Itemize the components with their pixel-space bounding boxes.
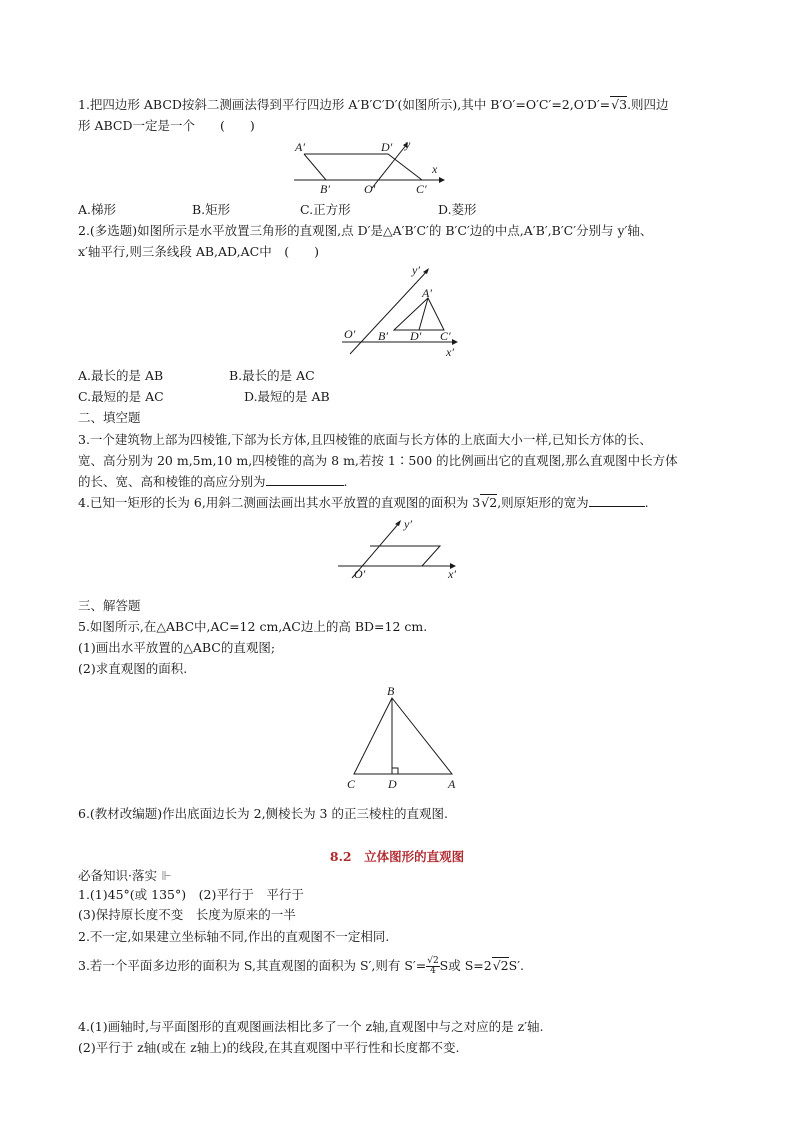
q1-sqrt: √3 bbox=[611, 97, 628, 112]
answer-3: 3.若一个平面多边形的面积为 S,其直观图的面积为 S′,则有 S′= $\frac{√2}{4}$ S或 S=2√2S′. bbox=[78, 956, 524, 976]
q1-x-arrow bbox=[439, 177, 445, 183]
q2-label-x: x′ bbox=[446, 345, 454, 359]
q1-option-a: A.梯形 bbox=[78, 202, 117, 217]
q1-text-line2: 形 ABCD一定是一个 ( ) bbox=[78, 118, 255, 133]
q5-text-line1: 5.如图所示,在△ABC中,AC=12 cm,AC边上的高 BD=12 cm. bbox=[78, 619, 428, 634]
q1-label-D: D′ bbox=[381, 140, 393, 154]
answer-subhead: 必备知识·落实 ⊩ bbox=[78, 868, 172, 883]
q2-text-line1: 2.(多选题)如图所示是水平放置三角形的直观图,点 D′是△A′B′C′的 B′C′边的中点,A′B′,B′C′分别与 y′轴、 bbox=[78, 223, 653, 238]
q5-label-C: C bbox=[347, 777, 356, 791]
answer-section-title: 8.2 立体图形的直观图 bbox=[329, 849, 465, 864]
q5-triangle bbox=[354, 698, 452, 774]
q1-option-c: C.正方形 bbox=[300, 202, 351, 217]
q4-sqrt: √2 bbox=[481, 495, 498, 510]
q5-text-line2: (1)画出水平放置的△ABC的直观图; bbox=[78, 640, 276, 655]
q2-label-y: y′ bbox=[412, 263, 420, 277]
q1-label-x: x bbox=[432, 162, 438, 176]
answer-3-sqrt: √2 bbox=[492, 958, 509, 973]
q3-text-line3: 的长、宽、高和棱锥的高应分别为 . bbox=[78, 474, 348, 489]
q3-text-line1: 3.一个建筑物上部为四棱锥,下部为长方体,且四棱锥的底面与长方体的上底面大小一样,已知长方体的长、 bbox=[78, 432, 652, 447]
q4-label-y: y′ bbox=[404, 517, 412, 531]
answer-4-line1: 4.(1)画轴时,与平面图形的直观图画法相比多了一个 z轴,直观图中与之对应的是 z′轴. bbox=[78, 1019, 544, 1034]
q1-text-line1: 1.把四边形 ABCD按斜二测画法得到平行四边形 A′B′C′D′(如图所示),其中 B′O′=O′C′=2,O′D′=√3.则四边 bbox=[78, 97, 669, 112]
q5-label-A: A bbox=[448, 777, 456, 791]
q6-text: 6.(教材改编题)作出底面边长为 2,侧棱长为 3 的正三棱柱的直观图. bbox=[78, 806, 448, 821]
q2-y-arrow bbox=[423, 268, 429, 274]
answer-1-line2: (3)保持原长度不变 长度为原来的一半 bbox=[78, 907, 296, 922]
q1-label-A: A′ bbox=[295, 140, 305, 154]
q5-figure bbox=[340, 684, 468, 794]
answer-2: 2.不一定,如果建立坐标轴不同,作出的直观图不一定相同. bbox=[78, 929, 390, 944]
q4-figure bbox=[334, 514, 464, 586]
q2-label-O: O′ bbox=[344, 327, 356, 341]
q5-text-line3: (2)求直观图的面积. bbox=[78, 661, 188, 676]
q1-label-y: y bbox=[405, 138, 411, 151]
answer-4-line2: (2)平行于 z轴(或在 z轴上)的线段,在其直观图中平行性和长度都不变. bbox=[78, 1040, 460, 1055]
q4-parallelogram bbox=[370, 546, 440, 566]
q4-y-arrow bbox=[395, 520, 401, 526]
q2-option-c: C.最短的是 AC bbox=[78, 389, 164, 404]
q1-label-C: C′ bbox=[416, 182, 427, 196]
q2-option-a: A.最长的是 AB bbox=[78, 368, 164, 383]
q2-figure bbox=[336, 262, 466, 362]
q3-answer-blank[interactable] bbox=[266, 473, 344, 486]
q4-answer-blank[interactable] bbox=[589, 494, 645, 507]
q3-text-line2: 宽、高分别为 20 m,5m,10 m,四棱锥的高为 8 m,若按 1∶500 的比例画出它的直观图,那么直观图中长方体 bbox=[78, 453, 678, 468]
section-fill-in-heading: 二、填空题 bbox=[78, 410, 141, 425]
q5-label-D: D bbox=[388, 777, 397, 791]
subhead-marker-icon: ⊩ bbox=[160, 868, 172, 883]
q5-right-angle-mark bbox=[392, 768, 398, 774]
q2-label-A: A′ bbox=[422, 286, 432, 300]
q2-label-C: C′ bbox=[440, 329, 451, 343]
answer-3-fraction: $\frac{√2}{4}$ bbox=[427, 956, 439, 976]
q1-option-d: D.菱形 bbox=[438, 202, 477, 217]
q4-label-x: x′ bbox=[448, 567, 456, 581]
q1-option-b: B.矩形 bbox=[192, 202, 231, 217]
q2-label-D: D′ bbox=[410, 329, 422, 343]
q2-triangle bbox=[394, 298, 444, 330]
q4-label-O: O′ bbox=[354, 567, 366, 581]
q1-label-B: B′ bbox=[320, 182, 330, 196]
q1-figure bbox=[290, 138, 450, 198]
q4-text-line1: 4.已知一矩形的长为 6,用斜二测画法画出其水平放置的直观图的面积为 3√2,则原矩形的宽为 . bbox=[78, 495, 649, 510]
q5-label-B: B bbox=[387, 684, 395, 698]
q1-label-O: O′ bbox=[364, 182, 376, 196]
q2-text-line2: x′轴平行,则三条线段 AB,AD,AC中 ( ) bbox=[78, 244, 319, 259]
q1-parallelogram bbox=[304, 154, 422, 180]
q2-option-d: D.最短的是 AB bbox=[244, 389, 330, 404]
q2-label-B: B′ bbox=[378, 329, 388, 343]
q2-option-b: B.最长的是 AC bbox=[229, 368, 315, 383]
section-answer-heading: 三、解答题 bbox=[78, 598, 141, 613]
answer-1-line1: 1.(1)45°(或 135°) (2)平行于 平行于 bbox=[78, 887, 304, 902]
